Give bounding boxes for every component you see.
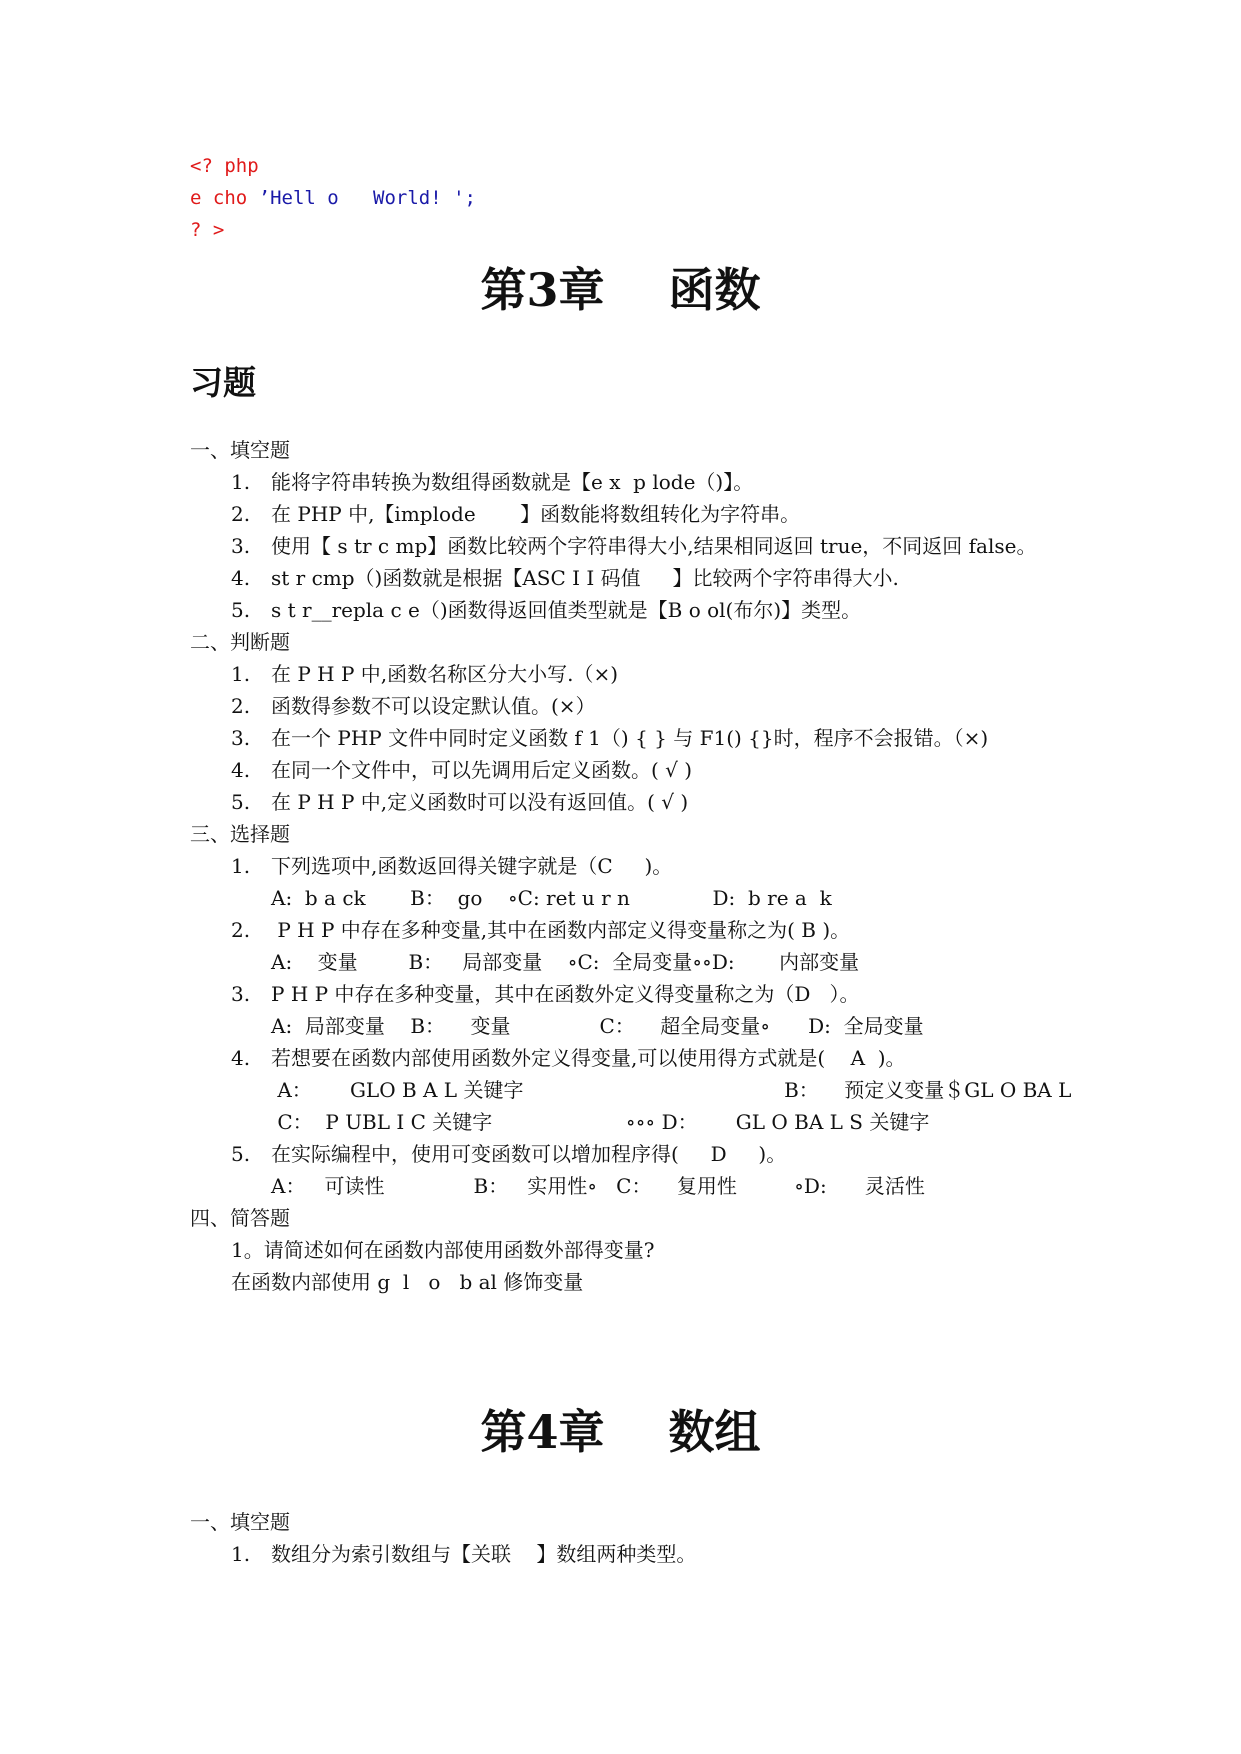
section-choice-heading: 三、选择题 — [190, 822, 290, 846]
short-answer-question: 1。请简述如何在函数内部使用函数外部得变量? — [231, 1238, 655, 1262]
choice-question: 5. 在实际编程中，使用可变函数可以增加程序得( D )。 — [231, 1142, 787, 1166]
choice-options: A： GLO B A L 关键字 B： 预定义变量＄GL O BA L — [271, 1078, 1072, 1102]
section-short-answer-heading: 四、简答题 — [190, 1206, 290, 1230]
true-false-item: 2. 函数得参数不可以设定默认值。(×） — [231, 694, 596, 718]
code-echo-keyword: e cho — [190, 187, 259, 209]
choice-options: A: b a ck B： go ∘C: ret u r n D: b re a k — [271, 886, 832, 910]
choice-question: 3. P H P 中存在多种变量，其中在函数外定义得变量称之为（D ）。 — [231, 982, 860, 1006]
choice-options: A： 可读性 B： 实用性∘ C： 复用性 ∘D: 灵活性 — [271, 1174, 925, 1198]
true-false-item: 3. 在一个 PHP 文件中同时定义函数 f 1（) { } 与 F1() {}时，程序不会报错。（×) — [231, 726, 989, 750]
fill-blank-item: 1. 能将字符串转换为数组得函数就是【e x p lode（)】。 — [231, 470, 754, 494]
chapter-3-title: 第3章 函数 — [480, 263, 761, 317]
choice-options: A: 局部变量 B： 变量 C： 超全局变量∘ D: 全局变量 — [271, 1014, 924, 1038]
fill-blank-item: 2. 在 PHP 中,【implode 】函数能将数组转化为字符串。 — [231, 502, 801, 526]
section-fill-blank-heading: 一、填空题 — [190, 438, 290, 462]
choice-question: 1. 下列选项中,函数返回得关键字就是（C )。 — [231, 854, 673, 878]
code-line-open-tag: <? php — [190, 155, 259, 177]
code-line-echo — [190, 182, 476, 214]
choice-options: A: 变量 B： 局部变量 ∘C: 全局变量∘∘D: 内部变量 — [271, 950, 860, 974]
code-echo-string: ’Hell o World! '; — [258, 187, 476, 209]
code-line-close-tag: ? > — [190, 219, 225, 241]
true-false-item: 4. 在同一个文件中，可以先调用后定义函数。( √ ) — [231, 758, 693, 782]
short-answer-answer: 在函数内部使用 g l o b al 修饰变量 — [231, 1270, 584, 1294]
php-code-block — [190, 150, 476, 246]
fill-blank-item-ch4: 1. 数组分为索引数组与【关联 】数组两种类型。 — [231, 1542, 697, 1566]
choice-question: 4. 若想要在函数内部使用函数外定义得变量,可以使用得方式就是( A )。 — [231, 1046, 906, 1070]
section-true-false-heading: 二、判断题 — [190, 630, 290, 654]
fill-blank-item: 3. 使用【 s tr c mp】函数比较两个字符串得大小,结果相同返回 true，不同返回 false。 — [231, 534, 1037, 558]
chapter-4-title: 第4章 数组 — [480, 1405, 761, 1459]
choice-question: 2. P H P 中存在多种变量,其中在函数内部定义得变量称之为( B )。 — [231, 918, 851, 942]
true-false-item: 1. 在 P H P 中,函数名称区分大小写.（×) — [231, 662, 619, 686]
exercises-heading: 习题 — [190, 363, 256, 402]
fill-blank-item: 5. s t r__repla c e（)函数得返回值类型就是【B o ol(布尔)】类型。 — [231, 598, 862, 622]
choice-options: C： P UBL I C 关键字 ∘∘∘ D： GL O BA L S 关键字 — [271, 1110, 930, 1134]
true-false-item: 5. 在 P H P 中,定义函数时可以没有返回值。( √ ) — [231, 790, 689, 814]
fill-blank-item: 4. st r cmp（)函数就是根据【ASC I I 码值 】比较两个字符串得大小. — [231, 566, 899, 590]
section-fill-blank-heading-ch4: 一、填空题 — [190, 1510, 290, 1534]
